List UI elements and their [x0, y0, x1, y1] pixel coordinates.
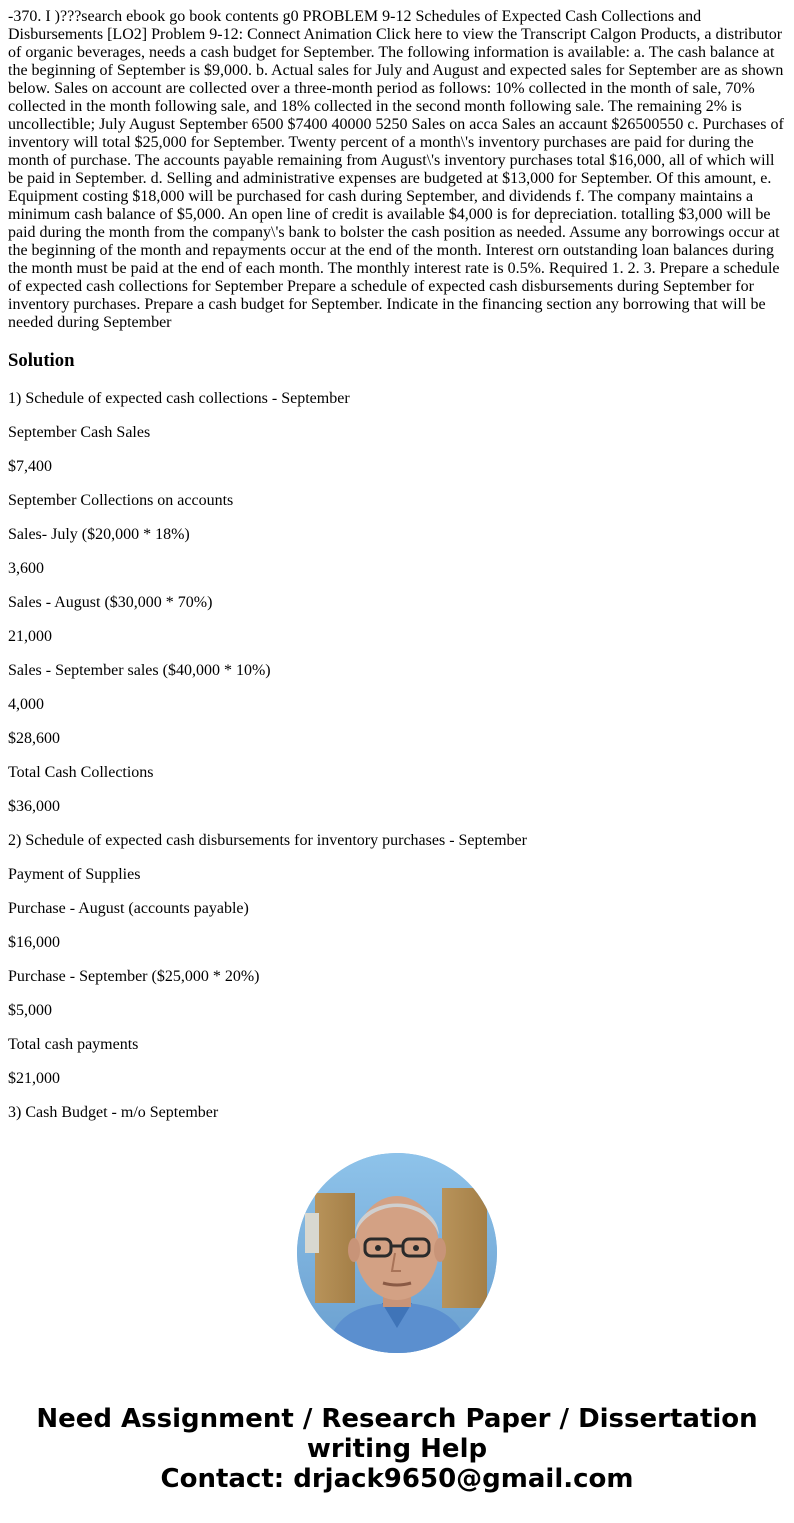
solution-line: Total cash payments	[8, 1036, 139, 1053]
solution-line: Sales - September sales ($40,000 * 10%)	[8, 662, 271, 679]
solution-line: Sales - August ($30,000 * 70%)	[8, 594, 213, 611]
solution-line: 2) Schedule of expected cash disbursements for inventory purchases - September	[8, 832, 527, 849]
solution-line: Purchase - September ($25,000 * 20%)	[8, 968, 260, 985]
solution-line: Sales- July ($20,000 * 18%)	[8, 526, 190, 543]
author-portrait-image	[297, 1153, 497, 1353]
solution-line: September Cash Sales	[8, 424, 151, 441]
solution-line: 1) Schedule of expected cash collections - September	[8, 390, 350, 407]
solution-line: $16,000	[8, 934, 60, 951]
promo-contact-line: Contact: drjack9650@gmail.com	[160, 1464, 634, 1494]
solution-line: 3,600	[8, 560, 44, 577]
promo-line-1: Need Assignment / Research Paper / Dissertation	[36, 1404, 758, 1434]
solution-line: Purchase - August (accounts payable)	[8, 900, 249, 917]
solution-line: 21,000	[8, 628, 52, 645]
solution-line: $28,600	[8, 730, 60, 747]
solution-line: September Collections on accounts	[8, 492, 234, 509]
solution-line: $21,000	[8, 1070, 60, 1087]
problem-statement: -370. I )???search ebook go book contents g0 PROBLEM 9-12 Schedules of Expected Cash Collections and Disbursements [LO2] Problem 9-12: Connect Animation Click here to view the Transcript Calgon Products, a distributor of organic beverages, needs a cash budget for September. The following information is available: a. The cash balance at the beginning of September is $9,000. b. Actual sales for July and August and expected sales for September are as shown below. Sales on account are collected over a three-month period as follows: 10% collected in the month of sale, 70% collected in the month following sale, and 18% collected in the second month following sale. The remaining 2% is uncollectible; July August September 6500 $7400 40000 5250 Sales on acca Sales an accaunt $26500550 c. Purchases of inventory will total $25,000 for September. Twenty percent of a month\'s inventory purchases are paid for during the month of purchase. The accounts payable remaining from August\'s inventory purchases total $16,000, all of which will be paid in September. d. Selling and administrative expenses are budgeted at $13,000 for September. Of this amount, e. Equipment costing $18,000 will be purchased for cash during September, and dividends f. The company maintains a minimum cash balance of $5,000. An open line of credit is available $4,000 is for depreciation. totalling $3,000 will be paid during the month from the company\'s bank to bolster the cash position as needed. Assume any borrowings occur at the beginning of the month and repayments occur at the end of the month. Interest orn outstanding loan balances during the month must be paid at the end of each month. The monthly interest rate is 0.5%. Required 1. 2. 3. Prepare a schedule of expected cash collections for September Prepare a schedule of expected cash disbursements during September for inventory purchases. Prepare a cash budget for September. Indicate in the financing section any borrowing that will be needed during September	[8, 8, 784, 331]
solution-line: $36,000	[8, 798, 60, 815]
solution-line: $5,000	[8, 1002, 52, 1019]
promo-line-2: writing Help	[306, 1434, 488, 1464]
solution-line: 3) Cash Budget - m/o September	[8, 1104, 219, 1121]
solution-line: 4,000	[8, 696, 44, 713]
solution-line: Total Cash Collections	[8, 764, 154, 781]
solution-heading: Solution	[8, 350, 75, 371]
solution-lines	[8, 390, 786, 1138]
solution-line: $7,400	[8, 458, 52, 475]
promo-banner	[0, 1404, 794, 1494]
solution-line: Payment of Supplies	[8, 866, 141, 883]
author-avatar	[297, 1153, 497, 1353]
